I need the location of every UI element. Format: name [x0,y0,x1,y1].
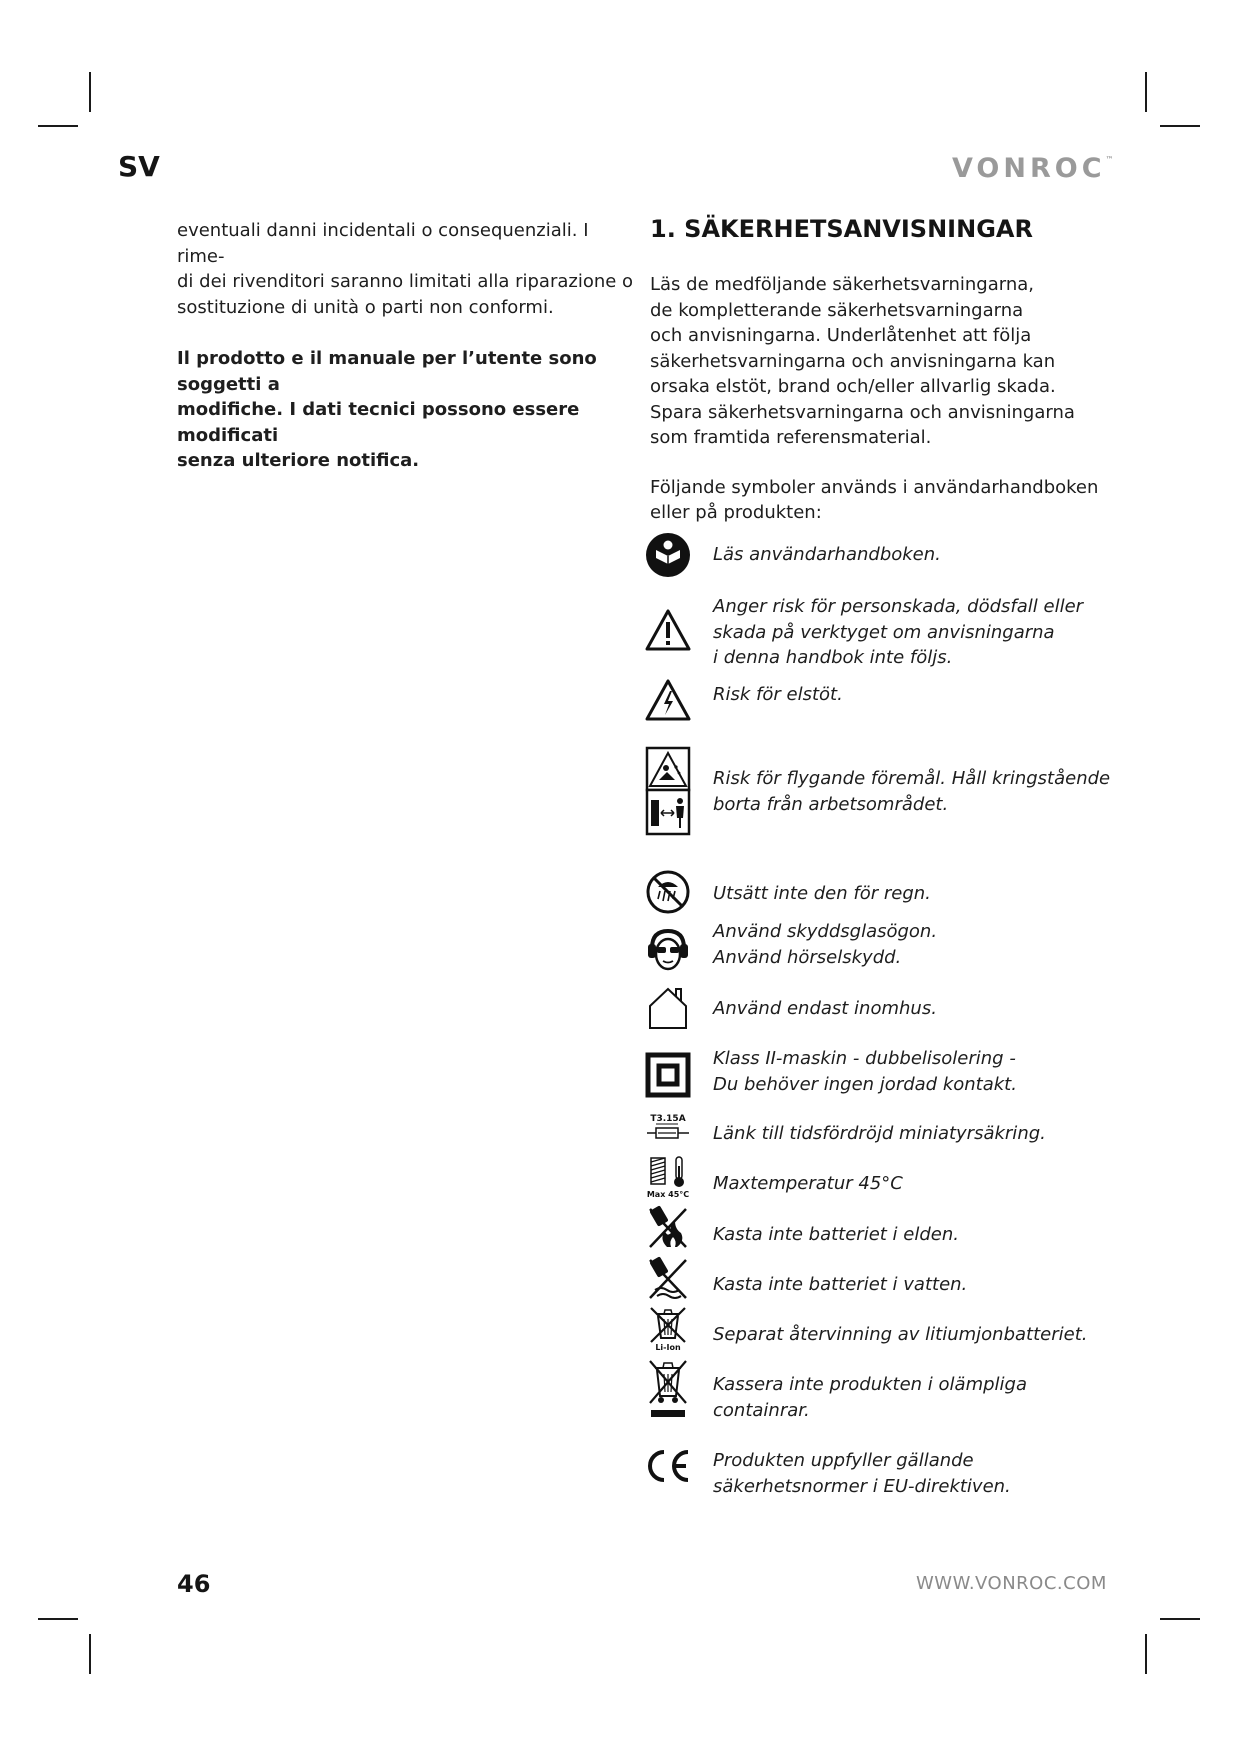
symbol-description [713,1121,1133,1147]
li-ion-label: Li-Ion [655,1343,681,1352]
left-column [177,218,637,474]
symbol-description [713,1372,1133,1423]
symbol-description [713,919,1133,970]
ce-mark-icon [644,1446,692,1486]
flying-objects-icon [644,746,692,836]
language-code: SV [118,150,160,183]
symbol-description [713,682,1133,708]
text-line: modifiche. I dati tecnici possono essere modificati [177,399,580,446]
text-line: borta från arbetsområdet. [713,793,949,815]
text-line: Maxtemperatur 45°C [713,1173,903,1194]
text-line: orsaka elstöt, brand och/eller allvarlig skada. [650,376,1056,397]
max-temperature-icon [644,1154,692,1200]
text-line: de kompletterande säkerhetsvarningarna [650,299,1024,321]
symbol-description [713,1171,1133,1197]
text-line: Il prodotto e il manuale per l’utente sono soggetti a [177,348,597,395]
symbol-description [713,542,1133,568]
weee-bin-icon [644,1356,692,1420]
text-line: Läs användarhandboken. [713,544,941,565]
text-line: Länk till tidsfördröjd miniatyrsäkring. [713,1123,1046,1144]
text-line: som framtida referensmaterial. [650,427,932,448]
crop-mark [38,125,78,127]
change-notice [177,346,637,474]
electric-shock-icon [644,678,692,722]
text-line: senza ulteriore notifica. [177,450,420,471]
text-line: och anvisningarna. Underlåtenhet att följa [650,325,1032,346]
class-ii-icon [644,1052,692,1098]
crop-mark [1160,1618,1200,1620]
text-line: Spara säkerhetsvarningarna och anvisningarna [650,401,1075,423]
text-line: Kassera inte produkten i olämpliga [713,1374,1027,1395]
goggles-earmuffs-icon [644,926,692,972]
fuse-rating-label: T3.15A [650,1114,686,1124]
no-water-battery-icon [644,1254,692,1302]
text-line: eller på produkten: [650,502,822,523]
warranty-paragraph [177,218,637,320]
text-line: säkerhetsnormer i EU-direktiven. [713,1475,1011,1497]
text-line: Läs de medföljande säkerhetsvarningarna, [650,274,1034,295]
indoor-house-icon [644,985,692,1031]
warning-triangle-icon [644,608,692,652]
text-line: di dei rivenditori saranno limitati alla riparazione o [177,271,634,292]
safety-intro [650,272,1120,451]
crop-mark [1145,72,1147,112]
crop-mark [1145,1634,1147,1674]
text-line: Klass II-maskin - dubbelisolering - [713,1048,1016,1069]
no-fire-battery-icon [644,1203,692,1251]
right-column [646,214,1120,1497]
page-number: 46 [177,1570,211,1598]
symbol-description [713,1322,1133,1348]
text-line: Separat återvinning av litiumjonbatteriet. [713,1324,1088,1345]
symbol-description [713,881,1133,907]
max-temperature-label: Max 45°C [646,1190,690,1199]
text-line: Utsätt inte den för regn. [713,883,931,904]
text-line: sostituzione di unità o parti non conformi. [177,296,554,318]
crop-mark [38,1618,78,1620]
text-line: Anger risk för personskada, dödsfall eller [713,596,1084,617]
text-line: Använd skyddsglasögon. [713,921,938,942]
brand-logo-text: VONROC [952,153,1106,184]
text-line: Risk för flygande föremål. Håll kringstående [713,768,1111,789]
text-line: Kasta inte batteriet i elden. [713,1224,959,1245]
text-line: Du behöver ingen jordad kontakt. [713,1073,1017,1095]
symbol-description [713,1272,1133,1298]
crop-mark [1160,125,1200,127]
text-line: Produkten uppfyller gällande [713,1450,974,1471]
read-manual-icon [644,532,692,578]
no-rain-icon [644,869,692,915]
symbols-intro [650,475,1120,526]
trademark-mark: ™ [1105,155,1114,164]
section-title: 1. SÄKERHETSANVISNINGAR [650,215,1033,243]
text-line: skada på verktyget om anvisningarna [713,621,1055,643]
symbol-description [713,1222,1133,1248]
symbol-description [713,1448,1133,1499]
text-line: i denna handbok inte följs. [713,647,953,668]
symbol-description [713,996,1133,1022]
text-line: Använd endast inomhus. [713,998,937,1019]
text-line: Använd hörselskydd. [713,946,902,968]
website-url: WWW.VONROC.COM [916,1573,1107,1594]
text-line: Kasta inte batteriet i vatten. [713,1274,968,1295]
crop-mark [89,72,91,112]
fuse-icon [644,1111,692,1145]
crop-mark [89,1634,91,1674]
li-ion-recycling-icon [644,1304,692,1352]
text-line: Risk för elstöt. [713,684,843,705]
symbol-description [713,1046,1133,1097]
symbol-description [713,766,1133,817]
symbol-description [713,594,1133,671]
text-line: säkerhetsvarningarna och anvisningarna kan [650,350,1056,372]
brand-logo [952,153,1114,184]
text-line: eventuali danni incidentali o consequenziali. I rime- [177,220,589,267]
text-line: containrar. [713,1399,810,1421]
text-line: Följande symboler används i användarhandboken [650,476,1099,498]
